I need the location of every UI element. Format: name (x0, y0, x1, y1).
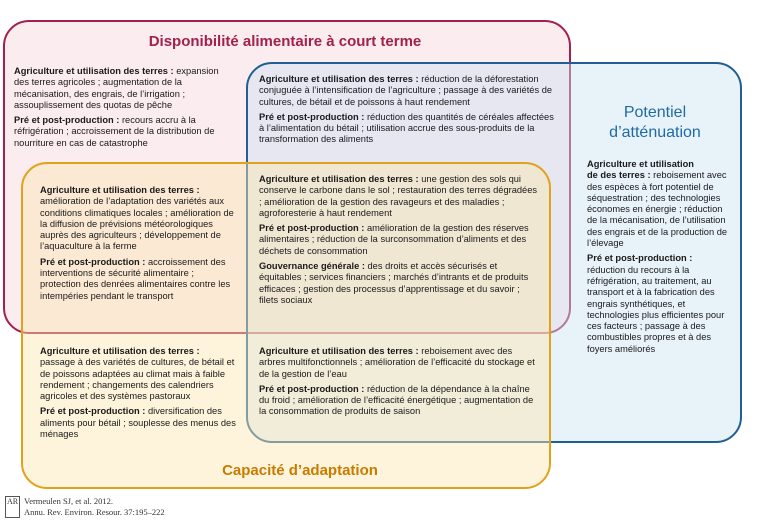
prepost-label: Pré et post-production : (259, 383, 365, 394)
agri-label: Agriculture et utilisation des terres : (14, 66, 174, 76)
center-gouv: des droits et accès sécurisés et équitables ; services financiers ; marchés d’intrants et de produits efficaces ; gestion des processus d’apprentissage et du savoir ; filets sociaux (259, 261, 529, 305)
prepost-label: Pré et post-production : (14, 115, 120, 126)
food-adapt-agri: amélioration de l’adaptation des variétés aux conditions climatiques locales ; amélioration de la diffusion de prévisions météorologiques auprès des agriculteurs ; développement de l’aquaculture à la ferme (40, 196, 234, 252)
citation-journal: Annu. Rev. Environ. Resour. 37:195–222 (24, 507, 165, 517)
mitigation-title (585, 103, 725, 143)
food-miti-prepost: réduction des quantités de céréales affectées à l’alimentation du bétail ; utilisation accrue des sous-produits de la transformation des aliments (259, 111, 554, 145)
mitigation-title-line1: Potentiel (623, 104, 687, 121)
center-prepost: amélioration de la gestion des réserves alimentaires ; réduction de la surconsommation d’aliments et des déchets de consommation (259, 223, 529, 256)
food-adapt-prepost: accroissement des interventions de sécurité alimentaire ; protection des denrées alimentaires contre les intempéries pendant le transport (40, 256, 231, 301)
food-only-agri: expansion des terres agricoles ; augmentation de la mécanisation, des engrais, de l’irrigation ; assouplissement des quotas de pêche (14, 66, 219, 110)
agri-label: Agriculture et utilisation des terres : (40, 346, 200, 356)
adapt-only-prepost: diversification des aliments pour bétail ; souplesse des menus des ménages (40, 406, 236, 440)
gouv-label: Gouvernance générale : (259, 261, 365, 272)
adaptation-mitigation-text (259, 346, 539, 422)
adapt-miti-agri: reboisement avec des arbres multifonctionnels ; amélioration de l’efficacité du stockage et de la gestion de l’eau (259, 346, 535, 379)
mitigation-title-line2: d’atténuation (609, 124, 701, 141)
prepost-label: Pré et post-production : (259, 111, 365, 122)
mitigation-only-text (587, 159, 733, 359)
journal-logo: AR (5, 496, 20, 518)
agri-label: Agriculture et utilisation des terres : (259, 174, 419, 184)
food-only-text (14, 66, 236, 153)
center-agri: une gestion des sols qui conserve le carbone dans le sol ; restauration des terres dégradées ; amélioration de la gestion des ravageurs et des maladies ; agroforesterie à haut rendement (259, 174, 538, 218)
citation (24, 496, 165, 518)
prepost-label: Pré et post-production : (259, 223, 365, 234)
food-only-prepost: recours accru à la réfrigération ; accroissement de la distribution de nourriture en cas de catastrophe (14, 115, 215, 148)
center-overlap-text (259, 174, 539, 310)
agri-label: Agriculture et utilisation des terres : (259, 74, 419, 84)
miti-only-prepost: réduction du recours à la réfrigération, au traitement, au transport et à la fabrication des engrais synthétiques, et technologies plus efficientes pour ces facteurs ; passage à des combustibles propres et à des foyers améliorés (587, 264, 725, 354)
prepost-label: Pré et post-production : (587, 253, 693, 264)
adaptation-only-text (40, 346, 236, 444)
agri-label-line2: de des terres : (587, 170, 651, 181)
citation-authors: Vermeulen SJ, et al. 2012. (24, 496, 113, 506)
miti-only-agri: reboisement avec des espèces à fort potentiel de séquestration ; des technologies économes en énergie ; réduction de la mécanisation, de l’utilisation des engrais et de la production de l’élevage (587, 170, 728, 249)
adapt-only-agri: passage à des variétés de cultures, de bétail et de poissons adaptées au climat mais à faible rendement ; changements des calendriers agricoles et des systèmes pastoraux (40, 357, 235, 402)
adaptation-title: Capacité d’adaptation (222, 462, 378, 479)
agri-label: Agriculture et utilisation des terres : (40, 185, 200, 195)
prepost-label: Pré et post-production : (40, 256, 146, 267)
food-miti-agri: réduction de la déforestation conjuguée à l’intensification de l’agriculture ; passage à des variétés de cultures, de bétail et de poissons à haut rendement (259, 74, 553, 107)
food-availability-title: Disponibilité alimentaire à court terme (148, 33, 422, 50)
agri-label: Agriculture et utilisation des terres : (259, 346, 419, 356)
adapt-miti-prepost: réduction de la dépendance à la chaîne du froid ; amélioration de l’efficacité énergétique ; augmentation de la consommation de produits de saison (259, 383, 534, 417)
food-adaptation-text (40, 185, 236, 306)
agri-label-line1: Agriculture et utilisation (587, 159, 694, 169)
food-mitigation-text (259, 74, 559, 150)
prepost-label: Pré et post-production : (40, 406, 146, 417)
